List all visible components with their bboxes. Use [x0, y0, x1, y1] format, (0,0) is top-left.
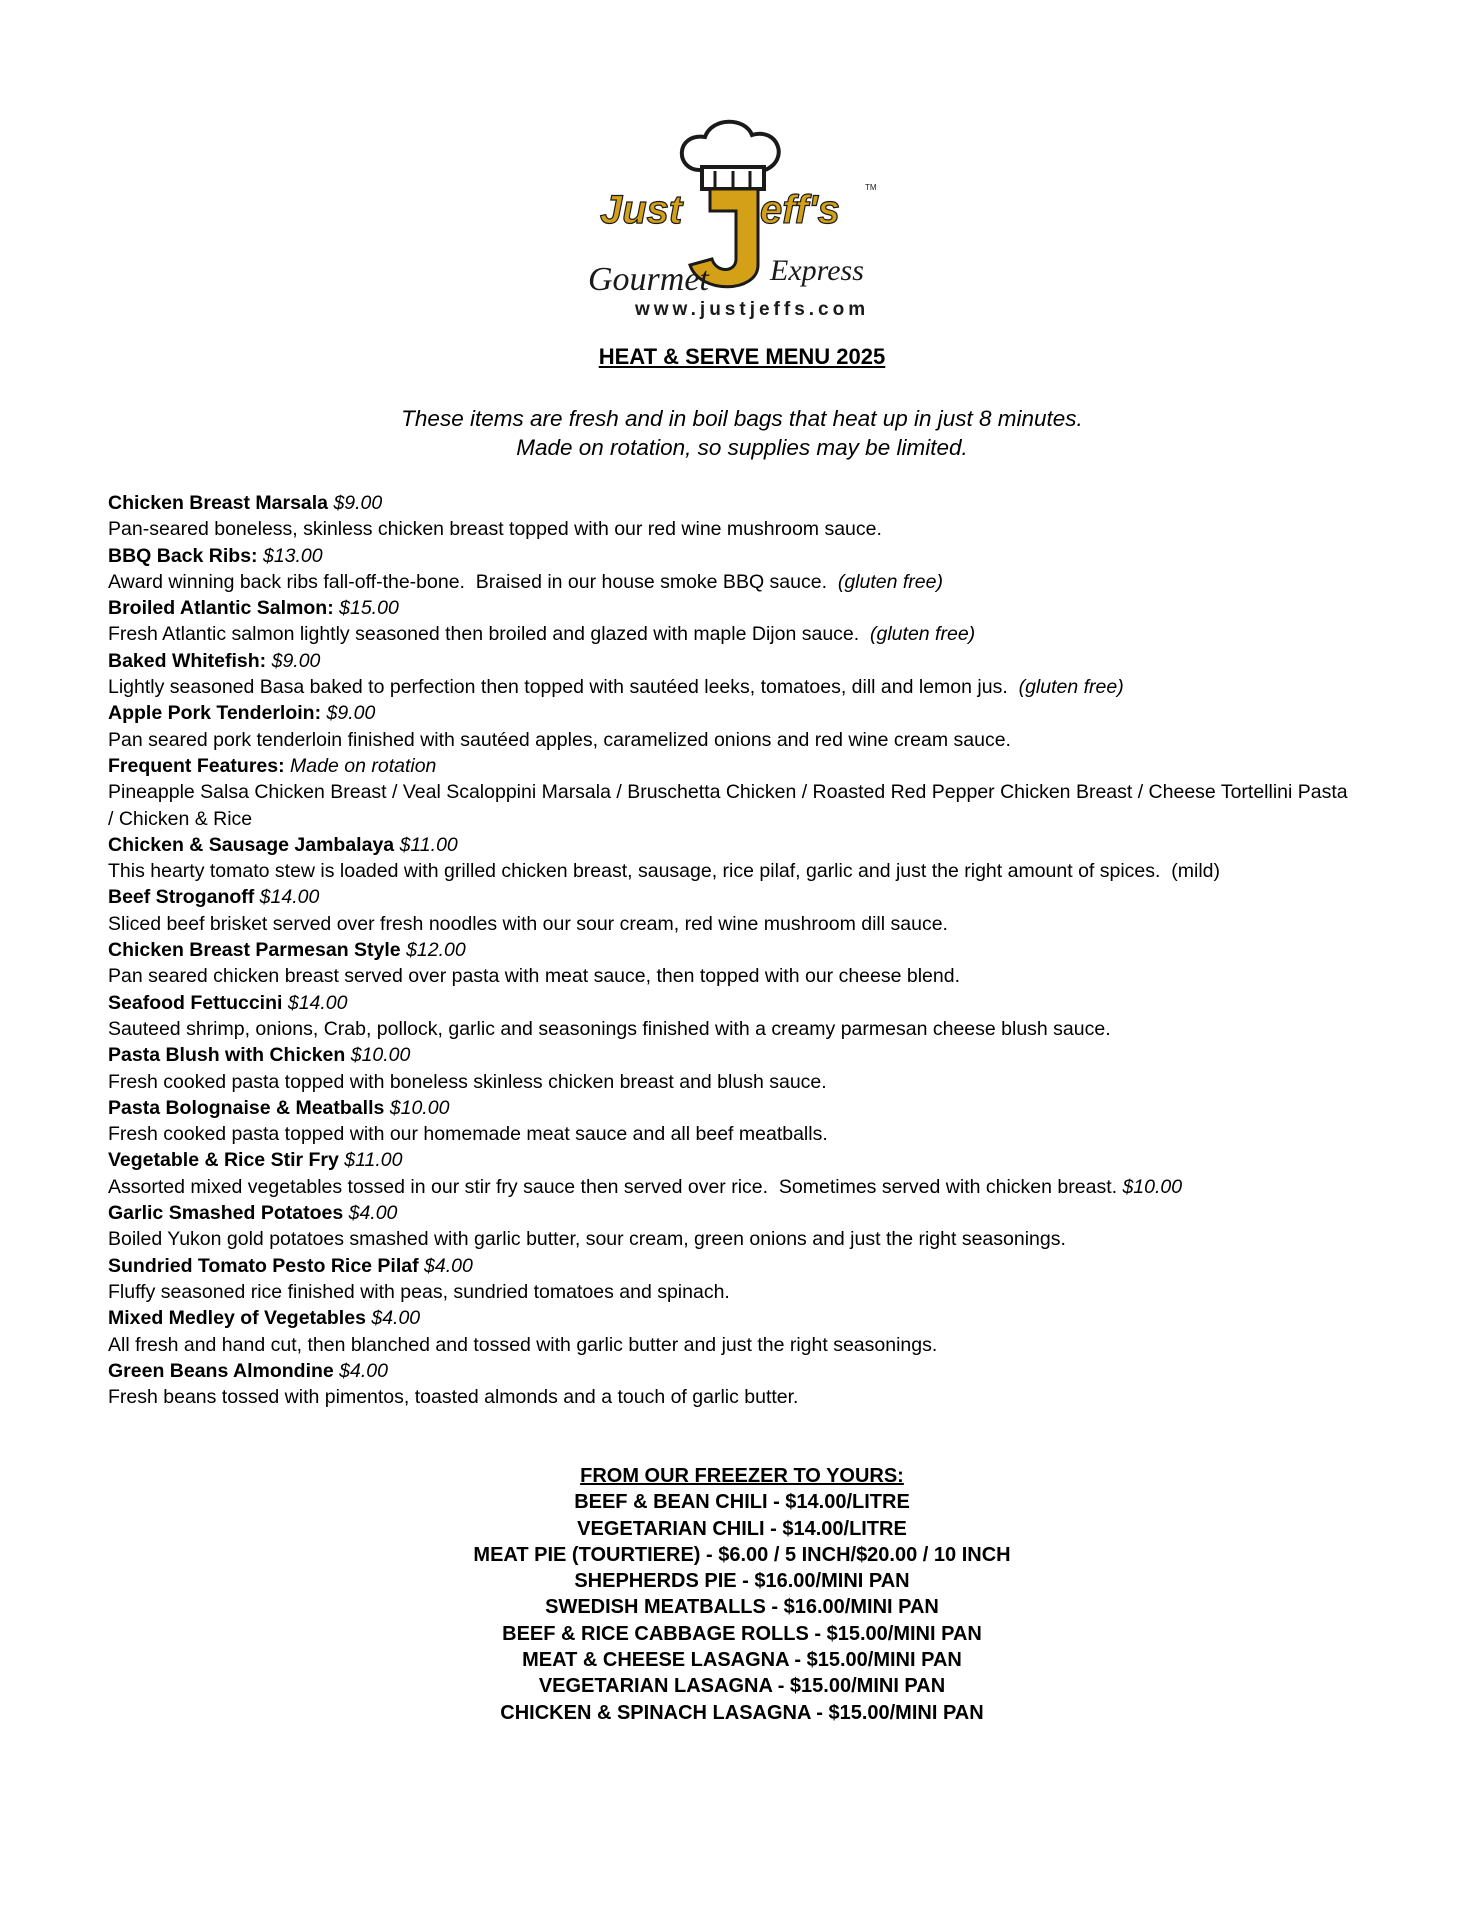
menu-item-description-text: Fresh Atlantic salmon lightly seasoned then broiled and glazed with maple Dijon sauce.: [108, 623, 871, 646]
menu-item-description-text: All fresh and hand cut, then blanched and tossed with garlic butter and just the right seasonings.: [108, 1333, 938, 1356]
menu-item-heading: [108, 1200, 1408, 1226]
menu-item-name: Pasta Bolognaise & Meatballs: [108, 1096, 385, 1119]
menu-item-heading: [108, 1305, 1408, 1331]
menu-item-description-text: This hearty tomato stew is loaded with grilled chicken breast, sausage, rice pilaf, garlic and just the right amount of spices. (mild): [108, 860, 1221, 883]
menu-item-heading: [108, 595, 1408, 621]
menu-item-name: Broiled Atlantic Salmon:: [108, 597, 334, 620]
menu-item-price: $9.00: [333, 492, 383, 514]
menu-item-price: $11.00: [344, 1149, 403, 1172]
freezer-section: [0, 1463, 1484, 1726]
menu-item-price: $14.00: [259, 886, 320, 909]
menu-item-name: Chicken Breast Marsala: [108, 492, 329, 514]
menu-item-description-text: Sauteed shrimp, onions, Crab, pollock, garlic and seasonings finished with a creamy parmesan cheese blush sauce.: [108, 1017, 1111, 1040]
just-jeffs-logo: [580, 115, 910, 325]
menu-item-description: [108, 569, 1408, 595]
freezer-item: BEEF & BEAN CHILI - $14.00/LITRE: [574, 1491, 910, 1514]
menu-item-description-text: Fresh cooked pasta topped with our homemade meat sauce and all beef meatballs.: [108, 1123, 828, 1146]
freezer-heading: FROM OUR FREEZER TO YOURS:: [580, 1465, 904, 1487]
freezer-item: SWEDISH MEATBALLS - $16.00/MINI PAN: [545, 1596, 939, 1619]
menu-item-description-text: Lightly seasoned Basa baked to perfection then topped with sautéed leeks, tomatoes, dill and lemon jus.: [108, 676, 1019, 699]
menu-item-note: $10.00: [1122, 1175, 1183, 1198]
menu-item-heading: [108, 490, 1408, 516]
menu-item-description-text: Fresh beans tossed with pimentos, toasted almonds and a touch of garlic butter.: [108, 1386, 799, 1409]
menu-item-description: [108, 911, 1408, 937]
menu-item-description: [108, 1016, 1408, 1042]
menu-item-description-text: Sliced beef brisket served over fresh noodles with our sour cream, red wine mushroom dill sauce.: [108, 912, 948, 935]
menu-item-heading: [108, 753, 1408, 779]
freezer-item: BEEF & RICE CABBAGE ROLLS - $15.00/MINI PAN: [502, 1622, 982, 1645]
menu-item-name: Mixed Medley of Vegetables: [108, 1307, 366, 1330]
menu-item-description: [108, 1121, 1408, 1147]
menu-item-heading: [108, 1358, 1408, 1384]
menu-item-description-text: Fluffy seasoned rice finished with peas, sundried tomatoes and spinach.: [108, 1280, 730, 1303]
freezer-item: MEAT PIE (TOURTIERE) - $6.00 / 5 INCH/$20.00 / 10 INCH: [473, 1543, 1011, 1566]
menu-item-heading: [108, 543, 1408, 569]
menu-item-description: [108, 963, 1408, 989]
intro-line: These items are fresh and in boil bags that heat up in just 8 minutes.: [401, 406, 1083, 431]
menu-item-name: Chicken Breast Parmesan Style: [108, 939, 401, 962]
menu-item-description: [108, 1384, 1408, 1410]
menu-item-description-text: Pineapple Salsa Chicken Breast / Veal Scaloppini Marsala / Bruschetta Chicken / Roasted Red Pepper Chicken Breast / Cheese Tortellini Pasta / Chicken & Rice: [108, 781, 1354, 830]
menu-item-price: $14.00: [287, 991, 348, 1014]
menu-item-name: Green Beans Almondine: [108, 1359, 334, 1382]
menu-item-description: [108, 779, 1353, 832]
menu-item-name: Baked Whitefish:: [108, 649, 267, 672]
freezer-item: SHEPHERDS PIE - $16.00/MINI PAN: [574, 1570, 910, 1593]
logo-effs-text: eff's: [760, 188, 840, 232]
menu-item-description-text: Boiled Yukon gold potatoes smashed with garlic butter, sour cream, green onions and just the right seasonings.: [108, 1228, 1066, 1251]
menu-item-price: $9.00: [271, 649, 321, 672]
menu-item-description-text: Pan-seared boneless, skinless chicken breast topped with our red wine mushroom sauce.: [108, 518, 882, 541]
menu-item-price: $11.00: [399, 833, 458, 856]
menu-item-description: [108, 1279, 1408, 1305]
menu-item-name: Frequent Features:: [108, 754, 285, 777]
menu-item-heading: [108, 700, 1408, 726]
menu-item-name: Chicken & Sausage Jambalaya: [108, 833, 395, 856]
menu-item-name: Apple Pork Tenderloin:: [108, 702, 322, 725]
menu-item-description: [108, 516, 1408, 542]
menu-item-description-text: Pan seared pork tenderloin finished with sautéed apples, caramelized onions and red wine cream sauce.: [108, 728, 1011, 751]
menu-item-price: $9.00: [326, 702, 376, 725]
menu-items-list: [108, 490, 1408, 1410]
menu-item-name: Seafood Fettuccini: [108, 991, 283, 1014]
menu-item-price: Made on rotation: [290, 754, 437, 777]
menu-item-description-text: Award winning back ribs fall-off-the-bone. Braised in our house smoke BBQ sauce.: [108, 570, 838, 593]
freezer-item: VEGETARIAN LASAGNA - $15.00/MINI PAN: [538, 1675, 946, 1698]
menu-item-price: $10.00: [389, 1096, 450, 1119]
menu-item-description-text: Fresh cooked pasta topped with boneless skinless chicken breast and blush sauce.: [108, 1070, 827, 1093]
intro-text: [0, 404, 1484, 462]
menu-item-note: (gluten free): [1018, 676, 1124, 699]
freezer-item: MEAT & CHEESE LASAGNA - $15.00/MINI PAN: [522, 1649, 962, 1672]
menu-item-name: Pasta Blush with Chicken: [108, 1044, 346, 1067]
menu-item-heading: [108, 1253, 1408, 1279]
menu-item-heading: [108, 937, 1408, 963]
menu-item-price: $12.00: [406, 939, 466, 962]
menu-item-heading: [108, 884, 1408, 910]
menu-item-note: (gluten free): [837, 570, 943, 593]
logo-url-text: www.justjeffs.com: [635, 299, 870, 320]
menu-item-description: [108, 1174, 1408, 1200]
menu-item-note: (gluten free): [870, 623, 976, 646]
menu-item-description: [108, 1332, 1408, 1358]
logo-gourmet-text: Gourmet: [588, 261, 709, 298]
logo-just-text: Just: [600, 188, 683, 232]
menu-item-price: $4.00: [348, 1202, 398, 1225]
menu-item-description: [108, 727, 1408, 753]
menu-item-name: Beef Stroganoff: [108, 886, 255, 909]
menu-item-description-text: Assorted mixed vegetables tossed in our stir fry sauce then served over rice. Sometimes served with chicken breast.: [108, 1175, 1123, 1198]
menu-item-name: Garlic Smashed Potatoes: [108, 1202, 344, 1225]
logo-express-text: Express: [770, 254, 864, 287]
menu-item-price: $15.00: [339, 597, 399, 620]
menu-item-description: [108, 1069, 1408, 1095]
menu-item-description-text: Pan seared chicken breast served over pasta with meat sauce, then topped with our cheese blend.: [108, 965, 961, 988]
menu-item-price: $4.00: [339, 1359, 388, 1382]
menu-item-heading: [108, 990, 1408, 1016]
menu-item-description: [108, 858, 1408, 884]
menu-item-heading: [108, 1095, 1408, 1121]
menu-item-price: $13.00: [262, 544, 323, 567]
menu-item-heading: [108, 1042, 1408, 1068]
menu-item-heading: [108, 832, 1408, 858]
menu-item-price: $10.00: [350, 1044, 411, 1067]
menu-title: HEAT & SERVE MENU 2025: [598, 344, 886, 369]
menu-item-price: $4.00: [424, 1254, 473, 1277]
freezer-item: VEGETARIAN CHILI - $14.00/LITRE: [577, 1517, 907, 1540]
menu-item-name: BBQ Back Ribs:: [108, 544, 258, 567]
menu-item-name: Vegetable & Rice Stir Fry: [108, 1149, 339, 1172]
menu-item-description: [108, 621, 1408, 647]
logo-tm-text: TM: [865, 183, 877, 192]
menu-item-description: [108, 674, 1408, 700]
menu-item-heading: [108, 648, 1408, 674]
freezer-item: CHICKEN & SPINACH LASAGNA - $15.00/MINI PAN: [500, 1701, 984, 1724]
intro-line: Made on rotation, so supplies may be limited.: [516, 435, 968, 460]
menu-item-description: [108, 1226, 1408, 1252]
menu-item-price: $4.00: [371, 1307, 421, 1330]
menu-item-name: Sundried Tomato Pesto Rice Pilaf: [108, 1254, 419, 1277]
menu-item-heading: [108, 1147, 1408, 1173]
chef-hat-icon: [682, 122, 779, 189]
